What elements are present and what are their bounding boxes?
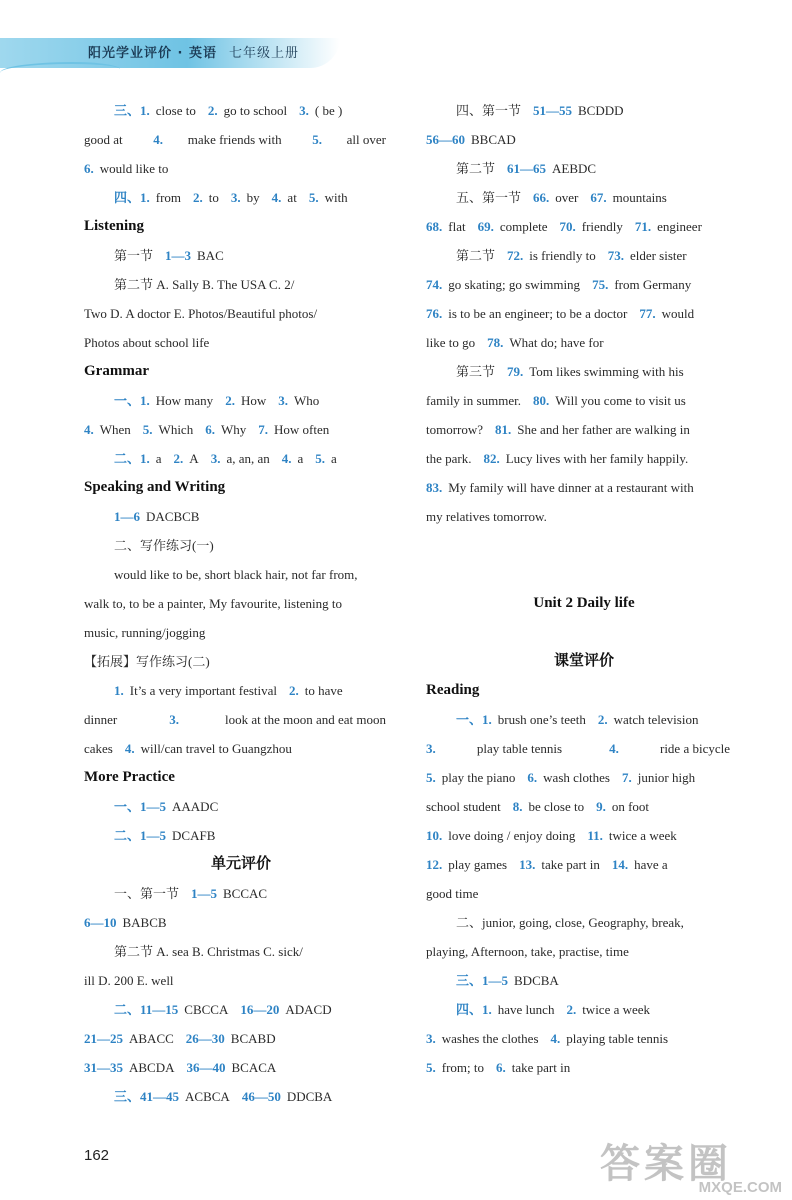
question-number: 2. [207, 103, 218, 118]
answer-text: 第三节 [456, 364, 496, 379]
book-subtitle: 七年级上册 [229, 46, 300, 61]
answer-text: What do; have for [509, 335, 604, 350]
answer-text: over [555, 190, 579, 205]
section-heading: More Practice [84, 769, 175, 785]
question-number: 56—60 [426, 132, 465, 147]
answer-text: dinner [84, 712, 118, 727]
answer-text: like to go [426, 335, 476, 350]
answer-text: have lunch [497, 1002, 555, 1017]
question-number: 5. [426, 770, 436, 785]
blank-line [426, 560, 742, 589]
answer-line [84, 879, 398, 908]
answer-text: play table tennis [476, 741, 563, 756]
answer-text: 四、第一节 [456, 103, 522, 118]
answer-text: BCDDD [578, 103, 624, 118]
answer-text: good time [426, 886, 479, 901]
question-number: 80. [532, 393, 550, 408]
question-number: 4. [609, 741, 619, 756]
answer-text: complete [499, 219, 548, 234]
question-number: 四、1. [456, 1002, 492, 1017]
question-number: 83. [426, 480, 443, 495]
answer-text: BAC [197, 248, 224, 263]
question-number: 61—65 [507, 161, 547, 176]
answer-text: AEBDC [552, 161, 597, 176]
question-number: 4. [124, 741, 135, 756]
answer-text: make friends with [187, 132, 282, 147]
answer-text: playing, Afternoon, take, practise, time [426, 944, 629, 959]
blank-line [426, 618, 742, 647]
question-number: 75. [592, 277, 609, 292]
answer-text: 二、junior, going, close, Geography, break, [456, 915, 684, 930]
answer-line [84, 502, 398, 531]
answer-text: Photos about school life [84, 335, 210, 350]
question-number: 三、41—45 [114, 1089, 180, 1104]
answer-line [84, 125, 398, 154]
answer-text: DACBCB [146, 509, 200, 524]
answer-text: family in summer. [426, 393, 521, 408]
page-number: 162 [84, 1147, 110, 1164]
question-number: 一、1. [456, 712, 492, 727]
answer-line [84, 1053, 398, 1082]
answer-text: A [189, 451, 199, 466]
question-number: 5. [312, 132, 322, 147]
question-number: 4. [550, 1031, 561, 1046]
question-number: 3. [169, 712, 179, 727]
question-number: 3. [299, 103, 309, 118]
question-number: 6. [84, 161, 94, 176]
question-number: 77. [639, 306, 656, 321]
answer-text: ill D. 200 E. well [84, 973, 174, 988]
question-number: 7. [621, 770, 632, 785]
answer-line [426, 96, 742, 125]
answer-text: is friendly to [529, 248, 596, 263]
question-number: 5. [308, 190, 319, 205]
answer-text: 五、第一节 [456, 190, 522, 205]
answer-text: BCCAC [223, 886, 268, 901]
answer-text: from; to [441, 1060, 484, 1075]
answer-text: from [155, 190, 182, 205]
question-number: 6. [527, 770, 538, 785]
question-number: 4. [84, 422, 94, 437]
section-heading: Speaking and Writing [84, 479, 226, 495]
question-number: 2. [289, 683, 299, 698]
question-number: 12. [426, 857, 443, 872]
question-number: 7. [258, 422, 268, 437]
question-number: 79. [507, 364, 524, 379]
answer-text: When [99, 422, 131, 437]
question-number: 4. [281, 451, 292, 466]
answer-line [84, 270, 398, 299]
answer-line [84, 560, 398, 589]
answer-text: school student [426, 799, 501, 814]
answer-line [84, 183, 398, 212]
question-number: 二、1. [114, 451, 150, 466]
watermark-text: 答案圈 [600, 1141, 732, 1187]
answer-line [84, 444, 398, 473]
answer-text: would like to [99, 161, 169, 176]
answer-text: twice a week [582, 1002, 651, 1017]
answer-text: love doing / enjoy doing [448, 828, 576, 843]
answer-text: would like to be, short black hair, not far from, [114, 567, 358, 582]
question-number: 四、1. [114, 190, 150, 205]
question-number: 5. [142, 422, 153, 437]
answer-text: It’s a very important festival [129, 683, 278, 698]
answer-text: BCACA [231, 1060, 277, 1075]
answer-line [84, 1024, 398, 1053]
question-number: 一、1—5 [114, 799, 167, 814]
answer-text: take part in [541, 857, 600, 872]
question-number: 13. [519, 857, 536, 872]
answer-text: have a [634, 857, 668, 872]
question-number: 10. [426, 828, 443, 843]
answer-text: How many [155, 393, 214, 408]
question-number: 21—25 [84, 1031, 123, 1046]
answer-line [426, 386, 742, 415]
question-number: 5. [426, 1060, 436, 1075]
question-number: 14. [611, 857, 629, 872]
answer-text: Which [158, 422, 194, 437]
answer-line [426, 1053, 742, 1082]
answer-line [426, 241, 742, 270]
answer-line [426, 125, 742, 154]
question-number: 1—3 [165, 248, 192, 263]
answer-line [426, 734, 742, 763]
answer-text: mountains [612, 190, 667, 205]
answer-line [84, 676, 398, 705]
answer-text: to [208, 190, 219, 205]
answer-text: watch television [613, 712, 699, 727]
section-heading: Reading [426, 682, 480, 698]
answer-text: be close to [528, 799, 585, 814]
answer-line [84, 241, 398, 270]
question-number: 6. [205, 422, 215, 437]
answer-text: ABACC [129, 1031, 174, 1046]
answer-line [84, 1082, 398, 1111]
question-number: 2. [193, 190, 203, 205]
answer-line [84, 386, 398, 415]
book-title: 阳光学业评价 · 英语 [88, 46, 217, 61]
answer-line [84, 966, 398, 995]
answer-line [426, 328, 742, 357]
answer-text: tomorrow? [426, 422, 484, 437]
answer-text: to have [304, 683, 343, 698]
question-number: 6. [496, 1060, 506, 1075]
answer-line [84, 618, 398, 647]
answer-text: BBCAD [471, 132, 516, 147]
answer-text: 第二节 A. sea B. Christmas C. sick/ [114, 944, 303, 959]
answer-text: Who [293, 393, 320, 408]
answer-text: washes the clothes [441, 1031, 539, 1046]
answer-line [426, 763, 742, 792]
answer-line [426, 792, 742, 821]
question-number: 46—50 [241, 1089, 281, 1104]
answer-text: flat [448, 219, 466, 234]
answer-text: 【拓展】写作练习(二) [84, 654, 210, 669]
answer-text: play the piano [441, 770, 516, 785]
header-decoration [0, 62, 120, 80]
answer-line [426, 183, 742, 212]
question-number: 三、1—5 [456, 973, 509, 988]
unit-heading: 单元评价 [210, 856, 271, 872]
answer-line [84, 647, 398, 676]
answer-text: She and her father are walking in [517, 422, 690, 437]
answer-line [84, 589, 398, 618]
question-number: 6—10 [84, 915, 117, 930]
answer-text: My family will have dinner at a restaurant with [448, 480, 694, 495]
answer-text: on foot [611, 799, 650, 814]
answer-line [426, 473, 742, 502]
answer-line [426, 415, 742, 444]
answer-line [426, 966, 742, 995]
question-number: 5. [315, 451, 326, 466]
question-number: 71. [634, 219, 652, 234]
answer-text: a, an, an [226, 451, 270, 466]
question-number: 2. [225, 393, 235, 408]
answer-line [426, 995, 742, 1024]
question-number: 69. [477, 219, 494, 234]
watermark-logo [600, 1132, 790, 1196]
answer-text: will/can travel to Guangzhou [140, 741, 292, 756]
answer-line [84, 154, 398, 183]
answer-text: all over [346, 132, 386, 147]
answer-line [84, 299, 398, 328]
question-number: 78. [487, 335, 504, 350]
answer-text: AAADC [172, 799, 219, 814]
answer-text: BDCBA [514, 973, 559, 988]
section-heading: Grammar [84, 363, 149, 379]
question-number: 16—20 [240, 1002, 280, 1017]
answer-line [84, 734, 398, 763]
question-number: 1. [114, 683, 124, 698]
question-number: 2. [566, 1002, 577, 1017]
running-header [88, 42, 299, 61]
answer-text: DCAFB [172, 828, 216, 843]
answer-line [426, 937, 742, 966]
answer-text: playing table tennis [566, 1031, 669, 1046]
question-number: 11. [587, 828, 603, 843]
question-number: 2. [173, 451, 184, 466]
answer-text: with [324, 190, 348, 205]
answer-text: friendly [581, 219, 623, 234]
answer-line [426, 154, 742, 183]
question-number: 8. [512, 799, 523, 814]
answer-text: go to school [223, 103, 288, 118]
answer-text: walk to, to be a painter, My favourite, listening to [84, 596, 342, 611]
answer-text: a [297, 451, 304, 466]
answer-text: ride a bicycle [659, 741, 730, 756]
answer-text: Will you come to visit us [555, 393, 686, 408]
answer-text: music, running/jogging [84, 625, 206, 640]
answer-line [426, 502, 742, 531]
answer-line [84, 415, 398, 444]
question-number: 二、1—5 [114, 828, 167, 843]
answer-text: Lucy lives with her family happily. [505, 451, 689, 466]
blank-line [426, 531, 742, 560]
question-number: 2. [597, 712, 608, 727]
question-number: 70. [559, 219, 576, 234]
question-number: 1—5 [191, 886, 218, 901]
answer-text: a [155, 451, 162, 466]
answer-text: elder sister [629, 248, 687, 263]
answer-line [426, 705, 742, 734]
question-number: 4. [153, 132, 164, 147]
answer-text: ADACD [285, 1002, 332, 1017]
answer-text: 二、写作练习(一) [114, 538, 214, 553]
answer-text: would [661, 306, 695, 321]
answer-text: play games [448, 857, 508, 872]
answer-line [84, 531, 398, 560]
answer-text: the park. [426, 451, 472, 466]
question-number: 51—55 [533, 103, 573, 118]
answer-text: engineer [657, 219, 702, 234]
answer-line [426, 850, 742, 879]
answer-text: a [331, 451, 337, 466]
answer-text: ( be ) [314, 103, 343, 118]
question-number: 74. [426, 277, 443, 292]
answer-text: by [246, 190, 260, 205]
answer-text: Two D. A doctor E. Photos/Beautiful photos/ [84, 306, 318, 321]
question-number: 一、1. [114, 393, 150, 408]
answer-text: BABCB [122, 915, 167, 930]
answer-text: How often [273, 422, 330, 437]
answer-line [84, 96, 398, 125]
answer-text: Tom likes swimming with his [529, 364, 684, 379]
question-number: 81. [495, 422, 512, 437]
answer-text: go skating; go swimming [448, 277, 581, 292]
question-number: 3. [426, 741, 436, 756]
answer-text: look at the moon and eat moon [224, 712, 386, 727]
answer-line [426, 908, 742, 937]
answer-text: Why [220, 422, 247, 437]
question-number: 4. [271, 190, 282, 205]
answer-text: from Germany [614, 277, 692, 292]
question-number: 66. [533, 190, 550, 205]
answer-line [84, 995, 398, 1024]
question-number: 72. [507, 248, 524, 263]
watermark-url: MXQE.COM [698, 1179, 782, 1196]
answer-line [426, 1024, 742, 1053]
answer-line [426, 879, 742, 908]
question-number: 26—30 [185, 1031, 225, 1046]
question-number: 73. [607, 248, 624, 263]
question-number: 三、1. [114, 103, 150, 118]
answer-line [84, 328, 398, 357]
answer-line [426, 357, 742, 386]
question-number: 3. [426, 1031, 436, 1046]
answer-text: cakes [84, 741, 113, 756]
answer-line [84, 705, 398, 734]
question-number: 76. [426, 306, 443, 321]
question-number: 36—40 [186, 1060, 226, 1075]
answer-line [426, 299, 742, 328]
answer-text: 第二节 [456, 248, 496, 263]
answer-text: ABCDA [129, 1060, 175, 1075]
answer-text: 第二节 [456, 161, 496, 176]
answer-text: at [287, 190, 297, 205]
answer-text: junior high [637, 770, 696, 785]
question-number: 67. [590, 190, 607, 205]
question-number: 1—6 [114, 509, 140, 524]
question-number: 3. [230, 190, 241, 205]
answer-line [84, 908, 398, 937]
answer-line [426, 270, 742, 299]
answer-text: my relatives tomorrow. [426, 509, 547, 524]
answer-text: 第二节 A. Sally B. The USA C. 2/ [114, 277, 295, 292]
answer-text: good at [84, 132, 123, 147]
answer-line [426, 821, 742, 850]
unit-heading: Unit 2 Daily life [533, 595, 635, 611]
answer-text: How [240, 393, 267, 408]
answer-text: 第一节 [114, 248, 154, 263]
answer-text: brush one’s teeth [497, 712, 586, 727]
answer-text: take part in [511, 1060, 571, 1075]
question-number: 3. [278, 393, 288, 408]
answer-line [84, 937, 398, 966]
answer-line [426, 444, 742, 473]
question-number: 31—35 [84, 1060, 123, 1075]
question-number: 82. [483, 451, 500, 466]
right-column [426, 96, 742, 1082]
answer-text: CBCCA [184, 1002, 229, 1017]
question-number: 68. [426, 219, 443, 234]
section-heading: Listening [84, 218, 145, 234]
left-column [84, 96, 398, 1111]
question-number: 3. [210, 451, 221, 466]
question-number: 9. [596, 799, 606, 814]
answer-text: ACBCA [185, 1089, 230, 1104]
answer-line [426, 212, 742, 241]
question-number: 二、11—15 [114, 1002, 179, 1017]
answer-text: DDCBA [286, 1089, 333, 1104]
answer-line [84, 792, 398, 821]
unit-heading: 课堂评价 [553, 653, 614, 669]
answer-text: close to [155, 103, 196, 118]
answer-text: 一、第一节 [114, 886, 180, 901]
answer-line [84, 821, 398, 850]
answer-text: BCABD [230, 1031, 276, 1046]
answer-text: twice a week [608, 828, 677, 843]
answer-text: is to be an engineer; to be a doctor [448, 306, 628, 321]
answer-text: wash clothes [543, 770, 610, 785]
